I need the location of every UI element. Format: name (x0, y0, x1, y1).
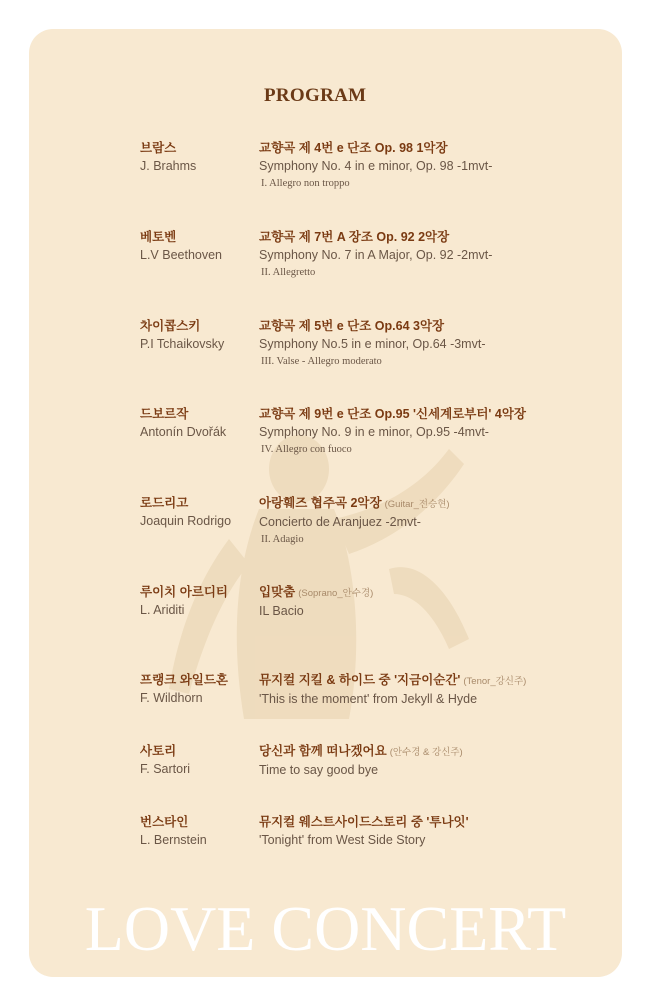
performer-credit: (안수경 & 강신주) (389, 747, 463, 758)
work-title-korean: 뮤지컬 웨스트사이드스토리 중 '투나잇' (259, 815, 469, 829)
composer-name-korean: 사토리 (140, 744, 177, 758)
composer-name-english: Joaquin Rodrigo (140, 514, 232, 528)
movement-name: II. Allegretto (261, 267, 316, 278)
work-title-korean (259, 495, 609, 513)
work (259, 584, 609, 620)
movement-name: II. Adagio (261, 534, 304, 545)
work-title-korean: 교향곡 제 9번 e 단조 Op.95 '신세계로부터' 4악장 (259, 407, 526, 421)
work-title-english: Symphony No. 7 in A Major, Op. 92 -2mvt- (259, 248, 493, 262)
work-title-korean: 교향곡 제 7번 A 장조 Op. 92 2악장 (259, 230, 450, 244)
program-title: PROGRAM (264, 85, 367, 106)
composer-name-korean: 프랭크 와일드혼 (140, 673, 228, 687)
work (259, 672, 609, 708)
movement-name: IV. Allegro con fuoco (261, 444, 352, 455)
work-title-english: Symphony No. 9 in e minor, Op.95 -4mvt- (259, 425, 489, 439)
work (259, 406, 609, 458)
composer (140, 406, 255, 441)
work-title-korean (259, 743, 609, 761)
composer (140, 743, 255, 778)
work-title-english: Concierto de Aranjuez -2mvt- (259, 515, 421, 529)
work-title-text: 뮤지컬 지킬 & 하이드 중 '지금이순간' (259, 673, 461, 687)
work-title-english: Symphony No.5 in e minor, Op.64 -3mvt- (259, 337, 486, 351)
performer-credit: (Guitar_전승현) (384, 499, 450, 510)
composer-name-english: L. Bernstein (140, 833, 207, 847)
composer (140, 584, 255, 619)
work-title-english: 'Tonight' from West Side Story (259, 833, 426, 847)
work-title-text: 당신과 함께 떠나겠어요 (259, 744, 387, 758)
composer (140, 229, 255, 264)
performer-credit: (Soprano_안수경) (298, 588, 374, 599)
work-title-text: 입맞춤 (259, 585, 296, 599)
composer-name-korean: 브람스 (140, 141, 177, 155)
composer (140, 318, 255, 353)
work-title-korean (259, 672, 609, 690)
work-title-text: 아랑훼즈 협주곡 2악장 (259, 496, 382, 510)
composer-name-english: F. Sartori (140, 762, 191, 776)
composer (140, 814, 255, 849)
composer-name-korean: 루이치 아르디티 (140, 585, 228, 599)
work-title-korean: 교향곡 제 5번 e 단조 Op.64 3악장 (259, 319, 445, 333)
composer-name-korean: 차이콥스키 (140, 319, 201, 333)
work (259, 495, 609, 548)
work (259, 814, 609, 849)
composer-name-english: Antonín Dvořák (140, 425, 227, 439)
program-card (29, 29, 622, 977)
performer-credit: (Tenor_강신주) (463, 676, 527, 687)
composer (140, 495, 255, 530)
composer-name-english: L.V Beethoven (140, 248, 223, 262)
work-title-english: Time to say good bye (259, 763, 379, 777)
work-title-english: IL Bacio (259, 604, 304, 618)
work-title-korean: 교향곡 제 4번 e 단조 Op. 98 1악장 (259, 141, 448, 155)
composer-name-korean: 번스타인 (140, 815, 189, 829)
composer (140, 672, 255, 707)
composer-name-korean: 베토벤 (140, 230, 177, 244)
composer (140, 140, 255, 175)
composer-name-korean: 드보르작 (140, 407, 189, 421)
movement-name: I. Allegro non troppo (261, 178, 350, 189)
composer-name-english: F. Wildhorn (140, 691, 203, 705)
love-concert-title: LOVE CONCERT (84, 893, 567, 964)
work (259, 743, 609, 779)
work-title-english: Symphony No. 4 in e minor, Op. 98 -1mvt- (259, 159, 493, 173)
composer-name-english: P.I Tchaikovsky (140, 337, 225, 351)
work (259, 229, 609, 281)
composer-name-english: J. Brahms (140, 159, 197, 173)
movement-name: III. Valse - Allegro moderato (261, 356, 382, 367)
work (259, 318, 609, 370)
work-title-english: 'This is the moment' from Jekyll & Hyde (259, 692, 478, 706)
work (259, 140, 609, 192)
work-title-korean (259, 584, 609, 602)
composer-name-english: L. Ariditi (140, 603, 185, 617)
composer-name-korean: 로드리고 (140, 496, 189, 510)
